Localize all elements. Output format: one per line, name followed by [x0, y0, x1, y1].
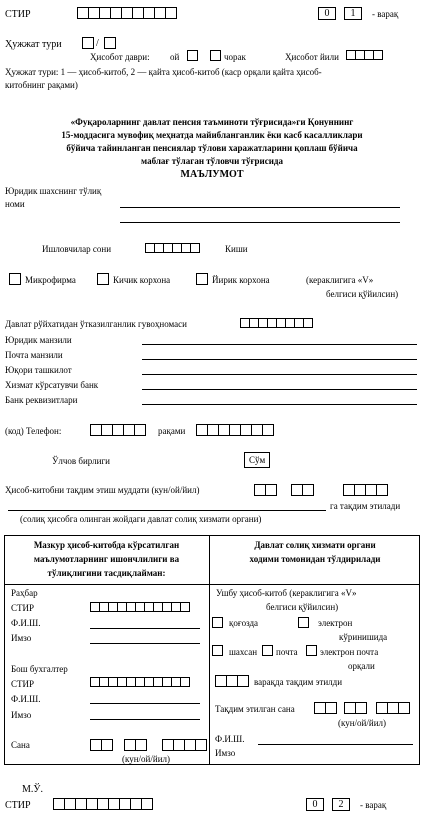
left-date-format: (кун/ой/йил)	[122, 754, 170, 764]
head-signature-line[interactable]	[90, 643, 200, 644]
authority-note: (солиқ ҳисобга олинган жойдаги давлат солиқ хизмати органи)	[20, 514, 262, 524]
title-line-4: маблағ тўлаган тўловчи тўғрисида	[141, 156, 283, 166]
left-header-3: тўлиқлигини тасдиқлайман:	[47, 568, 166, 578]
right-fio-line[interactable]	[258, 744, 413, 745]
submitted-to-line[interactable]	[8, 510, 326, 511]
legal-address-line[interactable]	[142, 344, 417, 345]
higher-org-label: Юқори ташкилот	[5, 365, 72, 375]
paper-label: қоғозда	[229, 618, 259, 628]
right-date-label: Тақдим этилган сана	[215, 704, 295, 714]
small-checkbox[interactable]	[97, 273, 109, 285]
right-date-day[interactable]	[314, 702, 336, 714]
electronic-label: электрон	[318, 618, 353, 628]
left-date-year[interactable]	[162, 739, 206, 751]
left-header-2: маълумотларнинг ишончлилиги ва	[33, 554, 180, 564]
post-label: почта	[276, 647, 298, 657]
sheets-input[interactable]	[215, 675, 248, 687]
micro-label: Микрофирма	[25, 275, 76, 285]
accountant-stir-input[interactable]	[90, 677, 189, 687]
employees-suffix: Киши	[225, 244, 248, 254]
submission-month-input[interactable]	[291, 484, 313, 496]
accountant-fio-line[interactable]	[90, 703, 200, 704]
doc-type-box-1[interactable]	[82, 37, 94, 49]
higher-org-line[interactable]	[142, 374, 417, 375]
right-fio-label: Ф.И.Ш.	[215, 734, 245, 744]
postal-address-label: Почта манзили	[5, 350, 63, 360]
submission-day-input[interactable]	[254, 484, 276, 496]
phone-label: (код) Телефон:	[5, 426, 62, 436]
head-signature-label: Имзо	[11, 633, 32, 643]
submission-year-input[interactable]	[343, 484, 387, 496]
personally-label: шахсан	[229, 647, 258, 657]
frame-header-divider	[4, 584, 420, 585]
bank-line[interactable]	[142, 389, 417, 390]
title-line-2: 15-моддасига мувофиқ меҳнатда майибланганлик ёки касб касалликлари	[61, 130, 363, 140]
submitted-to-label: га тақдим этилади	[330, 501, 401, 511]
bank-details-line[interactable]	[142, 404, 417, 405]
month-box[interactable]	[187, 50, 198, 61]
personally-checkbox[interactable]	[212, 645, 223, 656]
large-label: Йирик корхона	[212, 275, 270, 285]
via-label: орқали	[348, 661, 375, 671]
accountant-signature-label: Имзо	[11, 710, 32, 720]
footer-page-digit-2: 2	[332, 798, 350, 811]
doc-type-note-1: Ҳужжат тури: 1 — ҳисоб-китоб, 2 — қайта ҳисоб-китоб (каср орқали қайта ҳисоб-	[5, 67, 322, 77]
form-line-label: кўринишида	[339, 632, 388, 642]
phone-code-input[interactable]	[90, 424, 145, 436]
postal-address-line[interactable]	[142, 359, 417, 360]
left-date-month[interactable]	[124, 739, 146, 751]
right-header-1: Давлат солиқ хизмати органи	[254, 540, 376, 550]
cert-label: Давлат рўйхатидан ўтказилганлик гувоҳномаси	[5, 319, 187, 329]
footer-page-suffix: - варақ	[360, 800, 387, 810]
quarter-box[interactable]	[210, 50, 221, 61]
left-date-day[interactable]	[90, 739, 112, 751]
paper-checkbox[interactable]	[212, 617, 223, 628]
entity-name-label-1: Юридик шахснинг тўлиқ	[5, 186, 102, 196]
title-line-1: «Фуқароларнинг давлат пенсия таъминоти тўғрисида»ги Қонуннинг	[70, 117, 354, 127]
page-digit-2: 1	[344, 7, 362, 20]
footer-page-digit-1: 0	[306, 798, 324, 811]
doc-type-label: Ҳужжат тури	[5, 39, 62, 50]
left-date-label: Сана	[11, 740, 30, 750]
accountant-fio-label: Ф.И.Ш.	[11, 694, 41, 704]
employees-input[interactable]	[145, 243, 199, 253]
head-label: Раҳбар	[11, 588, 38, 598]
phone-number-input[interactable]	[196, 424, 273, 436]
frame-divider	[209, 535, 210, 765]
entity-name-line-1[interactable]	[120, 207, 400, 208]
employees-label: Ишловчилар сони	[42, 244, 112, 254]
small-label: Кичик корхона	[113, 275, 171, 285]
mark-note-2: белгиси қўйилсин)	[326, 289, 399, 299]
title-line-3: бўйича тайинланган пенсиялар тўлови харажатларини қоплаш бўйича	[66, 143, 358, 153]
quarter-label: чорак	[224, 52, 246, 62]
year-input[interactable]	[346, 50, 382, 60]
accountant-stir-label: СТИР	[11, 679, 35, 689]
submission-date-label: Ҳисоб-китобни тақдим этиш муддати (кун/ой/йил)	[5, 485, 200, 495]
post-checkbox[interactable]	[262, 645, 273, 656]
unit-value: Сўм	[244, 452, 270, 468]
title-heading: МАЪЛУМОТ	[180, 169, 244, 180]
period-label: Ҳисобот даври:	[90, 52, 150, 62]
phone-number-label: рақами	[158, 426, 186, 436]
doc-type-slash: /	[96, 38, 99, 49]
entity-name-label-2: номи	[5, 199, 25, 209]
right-date-year[interactable]	[376, 702, 409, 714]
chief-accountant-label: Бош бухгалтер	[11, 664, 68, 674]
doc-type-note-2: китобнинг рақами)	[5, 80, 78, 90]
bank-details-label: Банк реквизитлари	[5, 395, 78, 405]
unit-label: Ўлчов бирлиги	[52, 456, 110, 466]
stamp-label: М.Ў.	[22, 784, 43, 795]
bank-label: Хизмат кўрсатувчи банк	[5, 380, 99, 390]
email-label: электрон почта	[320, 647, 379, 657]
legal-address-label: Юридик манзили	[5, 335, 72, 345]
month-label: ой	[170, 52, 180, 62]
entity-name-line-2[interactable]	[120, 222, 400, 223]
doc-type-box-2[interactable]	[104, 37, 116, 49]
head-stir-label: СТИР	[11, 603, 35, 613]
head-fio-line[interactable]	[90, 628, 200, 629]
right-line-1: Ушбу ҳисоб-китоб (кераклигига «V»	[216, 588, 357, 598]
footer-stir-input[interactable]	[53, 798, 152, 810]
email-checkbox[interactable]	[306, 645, 317, 656]
head-fio-label: Ф.И.Ш.	[11, 618, 41, 628]
right-header-2: ходими томонидан тўлдирилади	[249, 554, 381, 564]
mark-note-1: (кераклигига «V»	[306, 275, 374, 285]
right-line-2: белгиси қўйилсин)	[266, 602, 339, 612]
right-date-format: (кун/ой/йил)	[338, 718, 386, 728]
right-date-month[interactable]	[344, 702, 366, 714]
right-signature-label: Имзо	[215, 748, 236, 758]
page-digit-1: 0	[318, 7, 336, 20]
year-label: Ҳисобот йили	[285, 52, 339, 62]
head-stir-input[interactable]	[90, 602, 189, 612]
cert-input[interactable]	[240, 318, 312, 328]
large-checkbox[interactable]	[196, 273, 208, 285]
stir-input[interactable]	[77, 7, 176, 19]
sheets-label: варақда тақдим этилди	[254, 677, 343, 687]
micro-checkbox[interactable]	[9, 273, 21, 285]
electronic-checkbox[interactable]	[298, 617, 309, 628]
page-suffix: - варақ	[372, 9, 399, 19]
left-header-1: Мазкур ҳисоб-китобда кўрсатилган	[33, 540, 180, 550]
footer-stir-label: СТИР	[5, 800, 31, 811]
accountant-signature-line[interactable]	[90, 719, 200, 720]
stir-label: СТИР	[5, 9, 31, 20]
